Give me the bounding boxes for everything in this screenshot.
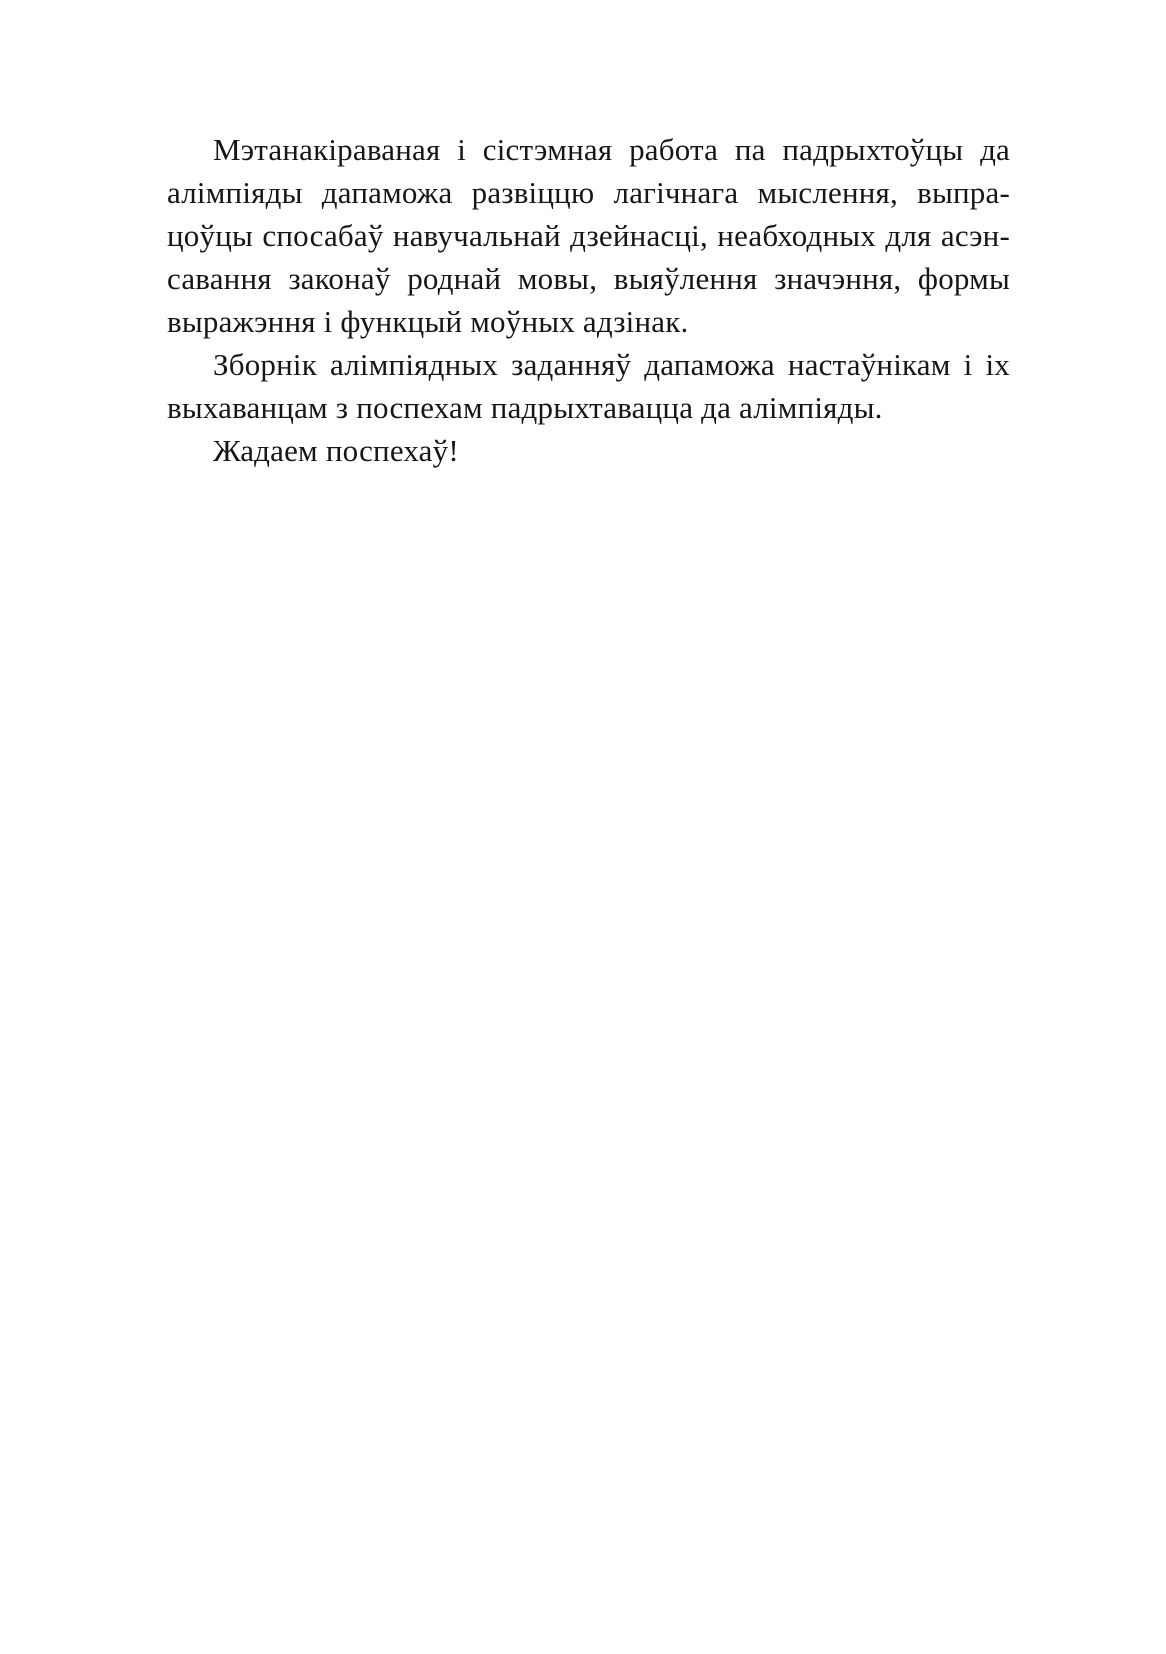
text-line: Жадаем поспехаў!	[213, 433, 459, 468]
text-line: выхаванцам з поспехам падрыхтавацца да алімпіяды.	[167, 390, 883, 425]
text-line: выражэння і функцый моўных адзінак.	[167, 304, 689, 339]
paragraph	[167, 343, 1010, 429]
paragraph	[167, 429, 1010, 472]
paragraph	[167, 128, 1010, 343]
body-text	[167, 128, 1010, 472]
text-line: савання законаў роднай мовы, выяўлення значэння, формы	[167, 261, 1010, 296]
text-line: Зборнік алімпіядных заданняў дапаможа настаўнікам і іх	[213, 347, 1010, 382]
text-line: цоўцы спосабаў навучальнай дзейнасці, неабходных для асэн-	[167, 218, 1010, 253]
text-line: алімпіяды дапаможа развіццю лагічнага мыслення, выпра-	[167, 175, 1010, 210]
text-line: Мэтанакіраваная і сістэмная работа па падрыхтоўцы да	[213, 132, 1010, 167]
